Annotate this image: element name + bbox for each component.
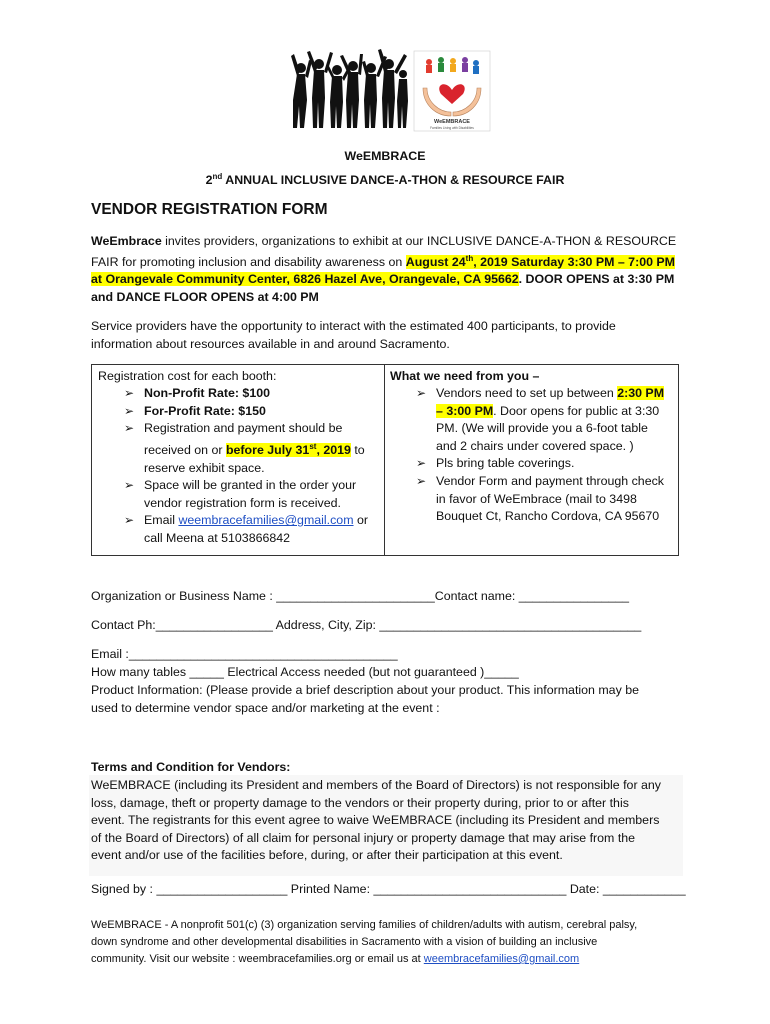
product-info-line-1: Product Information: (Please provide a brief description about your product. This information may be	[91, 683, 639, 697]
intro-line-2: FAIR for promoting inclusion and disability awareness on August 24th, 2019 Saturday 3:30 PM – 7:00 PM	[91, 254, 676, 270]
registration-deadline-item: ➢ Registration and payment should be received on or before July 31st, 2019 to reserve exhibit space.	[122, 420, 380, 477]
terms-line-3: event. The registrants for this event agree to waive WeEMBRACE (including its President and members	[91, 813, 660, 827]
tables-electrical-field[interactable]: How many tables _____ Electrical Access needed (but not guaranteed )_____	[91, 665, 519, 679]
intro-line-1: WeEmbrace invites providers, organizations to exhibit at our INCLUSIVE DANCE-A-THON & RESOURCE	[91, 234, 677, 248]
forprofit-rate-item: ➢ For-Profit Rate: $150	[122, 403, 380, 421]
setup-time-item: ➢ Vendors need to set up between 2:30 PM – 3:00 PM. Door opens for public at 3:30 PM. (We will provide you a 6-foot table and 2 chairs under covered space. )	[414, 385, 676, 455]
terms-line-2: loss, damage, theft or property damage to the vendors or their property during, prior to or after this	[91, 796, 629, 810]
phone-address-field[interactable]: Contact Ph:_________________ Address, City, Zip: ______________________________________	[91, 618, 642, 632]
footer-line-3: community. Visit our website : weembracefamilies.org or email us at weembracefamilies@gmail.com	[91, 953, 580, 965]
registration-cost-heading: Registration cost for each booth:	[98, 369, 277, 383]
space-order-item: ➢ Space will be granted in the order your vendor registration form is received.	[122, 477, 380, 512]
payment-item: ➢ Vendor Form and payment through check in favor of WeEmbrace (mail to 3498 Bouquet Ct, Rancho Cordova, CA 95670	[414, 473, 676, 526]
table-divider	[384, 365, 385, 555]
table-coverings-item: ➢ Pls bring table coverings.	[414, 455, 676, 473]
page-title: VENDOR REGISTRATION FORM	[91, 201, 328, 218]
service-line-2: information about resources available in and around Sacramento.	[91, 337, 450, 351]
email-contact-item: ➢ Email weembracefamilies@gmail.com or call Meena at 5103866842	[122, 512, 380, 547]
product-info-line-2: used to determine vendor space and/or marketing at the event :	[91, 701, 440, 715]
logo-tagline: Families Living with Disabilities	[430, 126, 474, 130]
org-name-heading: WeEMBRACE	[344, 149, 426, 163]
email-link[interactable]: weembracefamilies@gmail.com	[178, 513, 354, 528]
terms-heading: Terms and Condition for Vendors:	[91, 760, 291, 774]
terms-line-4: of the Board of Directors) of all claim for personal injury or property damage that may arise from the	[91, 831, 636, 845]
signature-field[interactable]: Signed by : ___________________ Printed Name: ____________________________ Date: ____________	[91, 882, 686, 896]
footer-line-2: down syndrome and other developmental disabilities in Sacramento with a vision of building an inclusive	[91, 936, 598, 948]
dancers-silhouette-image	[289, 48, 411, 132]
requirements-heading: What we need from you –	[390, 369, 540, 383]
email-field[interactable]: Email :_______________________________________	[91, 647, 398, 661]
intro-line-4: and DANCE FLOOR OPENS at 4:00 PM	[91, 290, 319, 304]
terms-line-1: WeEMBRACE (including its President and members of the Board of Directors) is not responsible for any	[91, 778, 661, 792]
terms-line-5: event and/or use of the facilities before, during, or after their participation at this event.	[91, 848, 563, 862]
footer-line-1: WeEMBRACE - A nonprofit 501(c) (3) organization serving families of children/adults with autism, cerebral palsy,	[91, 919, 638, 931]
service-line-1: Service providers have the opportunity to interact with the estimated 400 participants, to provide	[91, 319, 616, 333]
event-heading: 2nd ANNUAL INCLUSIVE DANCE-A-THON & RESOURCE FAIR	[205, 172, 565, 188]
nonprofit-rate-item: ➢ Non-Profit Rate: $100	[122, 385, 380, 403]
requirements-cell	[390, 367, 676, 526]
logo-name: WeEMBRACE	[434, 119, 470, 125]
info-table	[91, 364, 679, 556]
weembrace-logo	[413, 50, 491, 132]
organization-contact-field[interactable]: Organization or Business Name : _______________________Contact name: ________________	[91, 589, 630, 603]
intro-line-3: at Orangevale Community Center, 6826 Hazel Ave, Orangevale, CA 95662. DOOR OPENS at 3:30 PM	[91, 272, 675, 286]
footer-email-link[interactable]: weembracefamilies@gmail.com	[423, 953, 580, 965]
registration-cost-cell	[98, 367, 380, 547]
